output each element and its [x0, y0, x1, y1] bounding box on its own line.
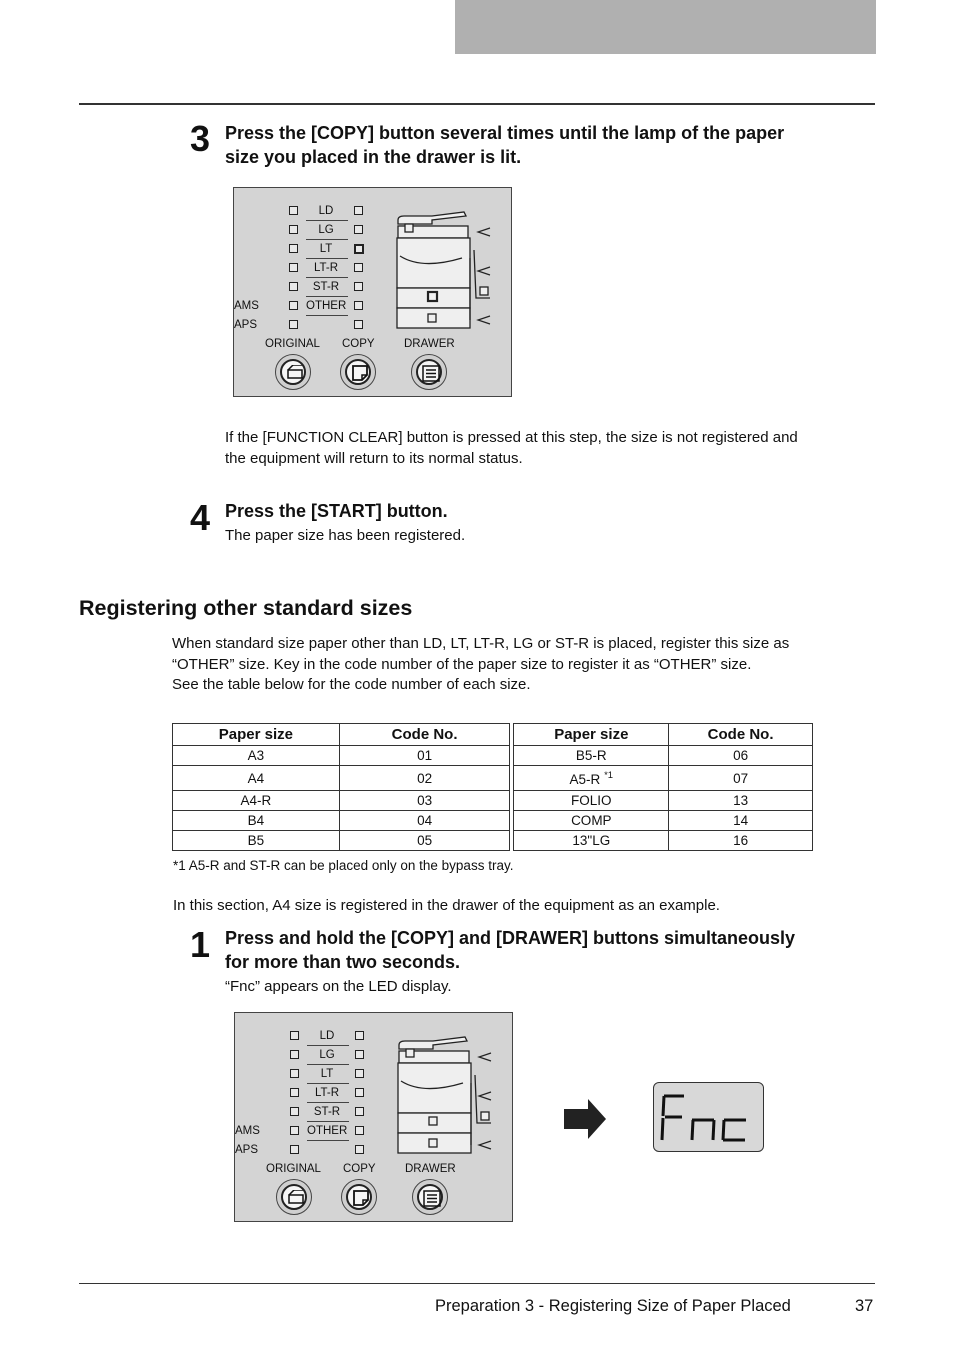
- table-cell: 14: [669, 811, 813, 831]
- size-lamp-left: [290, 1069, 299, 1078]
- table-cell: A3: [173, 746, 340, 766]
- step-1-title: [225, 926, 885, 974]
- size-lamp-right: [354, 282, 363, 291]
- original-button[interactable]: [276, 1179, 312, 1215]
- drawer-icon: [422, 365, 440, 382]
- size-label: LT-R: [314, 1087, 340, 1099]
- size-row-underline: [307, 1045, 349, 1046]
- size-label: LG: [318, 224, 334, 236]
- size-row-underline: [307, 1083, 349, 1084]
- size-label: LG: [319, 1049, 335, 1061]
- table-header-code-left: Code No.: [339, 724, 510, 746]
- table-row: [173, 811, 813, 831]
- size-row-underline: [306, 296, 348, 297]
- table-header-paper-size-left: Paper size: [173, 724, 340, 746]
- table-cell: A4-R: [173, 791, 340, 811]
- aps-lamp-left: [290, 1145, 299, 1154]
- original-icon: [286, 365, 304, 382]
- size-label: OTHER: [307, 1125, 348, 1137]
- size-lamp-left: [290, 1088, 299, 1097]
- drawer-button[interactable]: [412, 1179, 448, 1215]
- copy-button[interactable]: [340, 354, 376, 390]
- original-icon: [287, 1190, 305, 1207]
- size-label: LD: [318, 205, 334, 217]
- copy-icon: [351, 365, 369, 382]
- aps-lamp-right: [354, 320, 363, 329]
- table-cell: 07: [669, 766, 813, 791]
- table-row: [173, 766, 813, 791]
- section-intro-line3: See the table below for the code number of each size.: [172, 676, 531, 693]
- table-cell: 02: [339, 766, 510, 791]
- drawer-label: DRAWER: [405, 1163, 456, 1175]
- size-row-underline: [306, 315, 348, 316]
- table-cell: 13: [669, 791, 813, 811]
- size-lamp-left: [290, 1107, 299, 1116]
- original-label: ORIGINAL: [265, 338, 320, 350]
- copier-machine-icon: [393, 1035, 513, 1165]
- size-lamp-right-lit: [354, 244, 364, 254]
- size-lamp-left: [290, 1031, 299, 1040]
- footnote-marker: *1: [604, 769, 614, 781]
- original-label: ORIGINAL: [266, 1163, 321, 1175]
- table-header-row: [173, 724, 813, 746]
- size-lamp-right: [354, 225, 363, 234]
- drawer-button-face: [416, 359, 442, 385]
- size-lamp-left: [289, 244, 298, 253]
- led-display-fnc-glyphs: [654, 1083, 765, 1153]
- copier-machine-icon: [392, 210, 512, 340]
- table-cell: B5-R: [514, 746, 669, 766]
- table-header-code-right: Code No.: [669, 724, 813, 746]
- step-4-number: 4: [190, 497, 210, 538]
- section-intro-line1: When standard size paper other than LD, LT, LT-R, LG or ST-R is placed, register this size as: [172, 635, 790, 652]
- size-lamp-left: [289, 206, 298, 215]
- ams-label: AMS: [234, 300, 259, 312]
- control-panel-illustration-1: [233, 187, 512, 397]
- table-row: [173, 746, 813, 766]
- example-text: In this section, A4 size is registered in the drawer of the equipment as an example.: [173, 897, 720, 914]
- size-lamp-left: [290, 1126, 299, 1135]
- size-label: LT: [320, 1068, 334, 1080]
- size-lamp-right: [355, 1088, 364, 1097]
- table-cell: 03: [339, 791, 510, 811]
- step-1-title-line1: Press and hold the [COPY] and [DRAWER] buttons simultaneously: [225, 928, 796, 948]
- size-row-underline: [306, 220, 348, 221]
- table-cell: 04: [339, 811, 510, 831]
- size-lamp-right: [355, 1126, 364, 1135]
- step-3-title: [225, 121, 875, 169]
- led-display: [653, 1082, 764, 1152]
- drawer-button[interactable]: [411, 354, 447, 390]
- aps-label: APS: [235, 1144, 259, 1156]
- step-1-title-line2: for more than two seconds.: [225, 952, 461, 972]
- table-cell: B4: [173, 811, 340, 831]
- size-row-underline: [306, 239, 348, 240]
- aps-label: APS: [234, 319, 258, 331]
- size-label: LD: [319, 1030, 335, 1042]
- size-row-underline: [306, 277, 348, 278]
- size-lamp-right: [355, 1050, 364, 1059]
- step-4-desc: The paper size has been registered.: [225, 527, 466, 544]
- table-cell: 01: [339, 746, 510, 766]
- size-lamp-right: [354, 206, 363, 215]
- step-3-title-line2: size you placed in the drawer is lit.: [225, 147, 522, 167]
- size-row-underline: [307, 1102, 349, 1103]
- size-lamp-right: [354, 263, 363, 272]
- copy-label: COPY: [342, 338, 375, 350]
- paper-size-code-table: [172, 723, 813, 851]
- drawer-label: DRAWER: [404, 338, 455, 350]
- size-lamp-right: [355, 1031, 364, 1040]
- aps-lamp-left: [289, 320, 298, 329]
- original-button-face: [281, 1184, 307, 1210]
- table-cell: 16: [669, 831, 813, 851]
- size-lamp-left: [289, 225, 298, 234]
- drawer-icon: [423, 1190, 441, 1207]
- right-arrow-icon: [562, 1097, 608, 1141]
- table-cell-a5r: [514, 766, 669, 791]
- step-3-title-line1: Press the [COPY] button several times until the lamp of the paper: [225, 123, 785, 143]
- original-button[interactable]: [275, 354, 311, 390]
- size-label: ST-R: [313, 1106, 341, 1118]
- size-lamp-right: [355, 1069, 364, 1078]
- copy-button-face: [345, 359, 371, 385]
- footer-title: Preparation 3 - Registering Size of Paper Placed: [435, 1297, 791, 1315]
- original-button-face: [280, 359, 306, 385]
- step-3-note-line1: If the [FUNCTION CLEAR] button is pressed at this step, the size is not registered and: [225, 429, 798, 446]
- copy-button[interactable]: [341, 1179, 377, 1215]
- control-panel-illustration-2: [234, 1012, 513, 1222]
- table-cell: 05: [339, 831, 510, 851]
- ams-label: AMS: [235, 1125, 260, 1137]
- footer-rule: [79, 1283, 875, 1284]
- table-cell: COMP: [514, 811, 669, 831]
- size-lamp-left: [289, 301, 298, 310]
- table-footnote: *1 A5-R and ST-R can be placed only on the bypass tray.: [173, 858, 514, 873]
- copy-button-face: [346, 1184, 372, 1210]
- table-cell-text: A5-R: [569, 771, 601, 787]
- table-cell: FOLIO: [514, 791, 669, 811]
- drawer-button-face: [417, 1184, 443, 1210]
- size-label: OTHER: [306, 300, 347, 312]
- table-row: [173, 831, 813, 851]
- size-label: LT-R: [313, 262, 339, 274]
- table-row: [173, 791, 813, 811]
- aps-lamp-right: [355, 1145, 364, 1154]
- table-cell: B5: [173, 831, 340, 851]
- step-1-number: 1: [190, 924, 210, 965]
- step-3-note: [225, 428, 875, 469]
- section-intro: [172, 634, 872, 696]
- size-row-underline: [306, 258, 348, 259]
- table-header-paper-size-right: Paper size: [514, 724, 669, 746]
- step-3-number: 3: [190, 118, 210, 159]
- size-row-underline: [307, 1064, 349, 1065]
- page-number: 37: [855, 1297, 874, 1315]
- section-intro-line2: “OTHER” size. Key in the code number of the paper size to register it as “OTHER” size.: [172, 655, 752, 673]
- step-4-title: Press the [START] button.: [225, 501, 448, 521]
- top-rule: [79, 103, 875, 105]
- copy-label: COPY: [343, 1163, 376, 1175]
- size-label: ST-R: [312, 281, 340, 293]
- table-cell: A4: [173, 766, 340, 791]
- step-1-desc: “Fnc” appears on the LED display.: [225, 978, 452, 995]
- table-cell: 13"LG: [514, 831, 669, 851]
- step-3-note-line2: the equipment will return to its normal status.: [225, 449, 523, 467]
- size-lamp-right: [354, 301, 363, 310]
- section-heading: Registering other standard sizes: [79, 596, 413, 620]
- size-lamp-left: [289, 282, 298, 291]
- size-lamp-left: [289, 263, 298, 272]
- size-lamp-left: [290, 1050, 299, 1059]
- table-cell: 06: [669, 746, 813, 766]
- copy-icon: [352, 1190, 370, 1207]
- size-row-underline: [307, 1121, 349, 1122]
- size-row-underline: [307, 1140, 349, 1141]
- size-label: LT: [319, 243, 333, 255]
- size-lamp-right: [355, 1107, 364, 1116]
- header-band: [455, 0, 876, 54]
